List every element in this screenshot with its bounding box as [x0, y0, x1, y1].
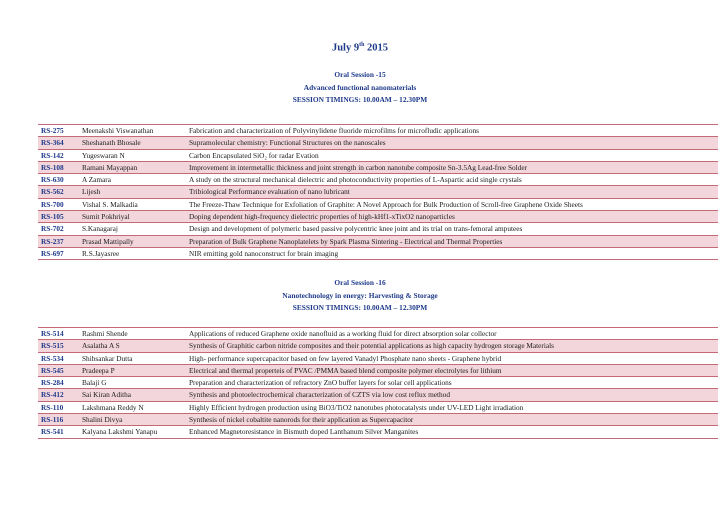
table-row — [38, 235, 718, 247]
session-label: Oral Session -15 — [334, 70, 386, 79]
author-name: Shalini Divya — [79, 414, 184, 426]
author-name: Balaji G — [79, 377, 184, 389]
paper-code: RS-110 — [38, 401, 79, 413]
table-row — [38, 328, 718, 340]
author-name: Prasad Mattipally — [79, 235, 184, 247]
paper-code: RS-697 — [38, 247, 79, 259]
table-row — [38, 174, 718, 186]
author-name: Lakshmana Reddy N — [79, 401, 184, 413]
paper-code: RS-284 — [38, 377, 79, 389]
session-theme: Nanotechnology in energy: Harvesting & Storage — [282, 290, 438, 300]
table-row — [38, 211, 718, 223]
table-row — [38, 198, 718, 210]
paper-title: The Freeze-Thaw Technique for Exfoliation of Graphite: A Novel Approach for Bulk Production of Scroll-free Graphene Oxide Sheets — [184, 198, 718, 210]
paper-code: RS-108 — [38, 161, 79, 173]
session-theme: Advanced functional nanomaterials — [303, 82, 417, 92]
paper-code: RS-237 — [38, 235, 79, 247]
table-row — [38, 247, 718, 259]
paper-title: NIR emitting gold nanoconstruct for brain imaging — [184, 247, 718, 259]
table-row — [38, 223, 718, 235]
date-suffix: th — [359, 42, 365, 48]
author-name: Meenakshi Viswanathan — [79, 125, 184, 137]
table-row — [38, 426, 718, 438]
date-year: 2015 — [367, 42, 389, 54]
session-15-header — [0, 69, 720, 107]
paper-code: RS-275 — [38, 125, 79, 137]
paper-code: RS-116 — [38, 414, 79, 426]
page-date — [0, 42, 720, 54]
author-name: Kalyana Lakshmi Yanapu — [79, 426, 184, 438]
author-name: Pradeepa P — [79, 364, 184, 376]
paper-code: RS-700 — [38, 198, 79, 210]
session-15-table — [38, 124, 718, 260]
paper-title: High- performance supercapacitor based on few layered Vanadyl Phosphate nano sheets - Graphene hybrid — [184, 352, 718, 364]
session-16-table — [38, 327, 718, 439]
paper-title: Design and development of polymeric based passive polycentric knee joint and its trial on trans-femoral amputees — [184, 223, 718, 235]
table-row — [38, 340, 718, 352]
paper-title: Doping dependent high-frequency dielectric properties of high-kHf1-xTixO2 nanoparticles — [184, 211, 718, 223]
author-name: A Zamara — [79, 174, 184, 186]
paper-code: RS-514 — [38, 328, 79, 340]
author-name: S.Kanagaraj — [79, 223, 184, 235]
paper-title: Fabrication and characterization of Polyvinylidene fluoride microfilms for microfludic applications — [184, 125, 718, 137]
author-name: Vishal S. Malkadia — [79, 198, 184, 210]
paper-title: Highly Efficient hydrogen production using BiO3/TiO2 nanotubes photocatalysts under UV-LED Light irradiation — [184, 401, 718, 413]
paper-code: RS-541 — [38, 426, 79, 438]
paper-code: RS-515 — [38, 340, 79, 352]
paper-title: Electrical and thermal properteis of PVAC /PMMA based blend composite polymer electrolytes for lithium — [184, 364, 718, 376]
paper-code: RS-412 — [38, 389, 79, 401]
paper-title: Tribiological Performance evaluation of nano lubricant — [184, 186, 718, 198]
session-16-header — [0, 277, 720, 315]
paper-title: Synthesis and photoelectrochemical characterization of CZTS via low cost reflux method — [184, 389, 718, 401]
paper-title: Preparation and characterization of refractory ZnO buffer layers for solar cell applications — [184, 377, 718, 389]
paper-code: RS-630 — [38, 174, 79, 186]
table-row — [38, 186, 718, 198]
paper-title: Synthesis of nickel cobaltite nanorods for their application as Supercapacitor — [184, 414, 718, 426]
paper-title: Applications of reduced Graphene oxide nanofluid as a working fluid for direct absorption solar collector — [184, 328, 718, 340]
table-row — [38, 137, 718, 149]
table-row — [38, 352, 718, 364]
paper-title: Preparation of Bulk Graphene Nanoplatelets by Spark Plasma Sintering - Electrical and Thermal Properties — [184, 235, 718, 247]
paper-code: RS-364 — [38, 137, 79, 149]
session-timings: SESSION TIMINGS: 10.00AM – 12.30PM — [292, 95, 428, 104]
author-name: Asalatha A S — [79, 340, 184, 352]
date-day: July 9 — [331, 42, 360, 54]
session-timings: SESSION TIMINGS: 10.00AM – 12.30PM — [292, 303, 428, 312]
paper-title: A study on the structural mechanical dielectric and photoconductivity properties of L-Aspartic acid single crystals — [184, 174, 718, 186]
paper-title: Carbon Encapsulated SiO₂ for radar Evation — [184, 149, 718, 161]
author-name: Sumit Pokhriyal — [79, 211, 184, 223]
author-name: Shibsankar Dutta — [79, 352, 184, 364]
paper-title: Improvement in intermetallic thickness and joint strength in carbon nanotube composite Sn-3.5Ag Lead-free Solder — [184, 161, 718, 173]
paper-code: RS-562 — [38, 186, 79, 198]
paper-title: Enhanced Magnetoresistance in Bismuth doped Lanthanum Silver Manganites — [184, 426, 718, 438]
paper-code: RS-545 — [38, 364, 79, 376]
paper-title: Synthesis of Graphitic carbon nitride composites and their potential applications as high capacity hydrogen storage Materials — [184, 340, 718, 352]
author-name: Sheshanath Bhosale — [79, 137, 184, 149]
table-row — [38, 414, 718, 426]
table-row — [38, 149, 718, 161]
table-row — [38, 161, 718, 173]
paper-code: RS-142 — [38, 149, 79, 161]
table-row — [38, 389, 718, 401]
table-row — [38, 377, 718, 389]
paper-code: RS-105 — [38, 211, 79, 223]
paper-title: Supramolecular chemistry: Functional Structures on the nanoscales — [184, 137, 718, 149]
session-label: Oral Session -16 — [334, 278, 386, 287]
paper-code: RS-534 — [38, 352, 79, 364]
author-name: Lijesh — [79, 186, 184, 198]
table-row — [38, 125, 718, 137]
author-name: Sai Kiran Aditha — [79, 389, 184, 401]
table-row — [38, 364, 718, 376]
author-name: Ramani Mayappan — [79, 161, 184, 173]
paper-code: RS-702 — [38, 223, 79, 235]
author-name: R.S.Jayasree — [79, 247, 184, 259]
table-row — [38, 401, 718, 413]
author-name: Yugeswaran N — [79, 149, 184, 161]
author-name: Rashmi Shende — [79, 328, 184, 340]
